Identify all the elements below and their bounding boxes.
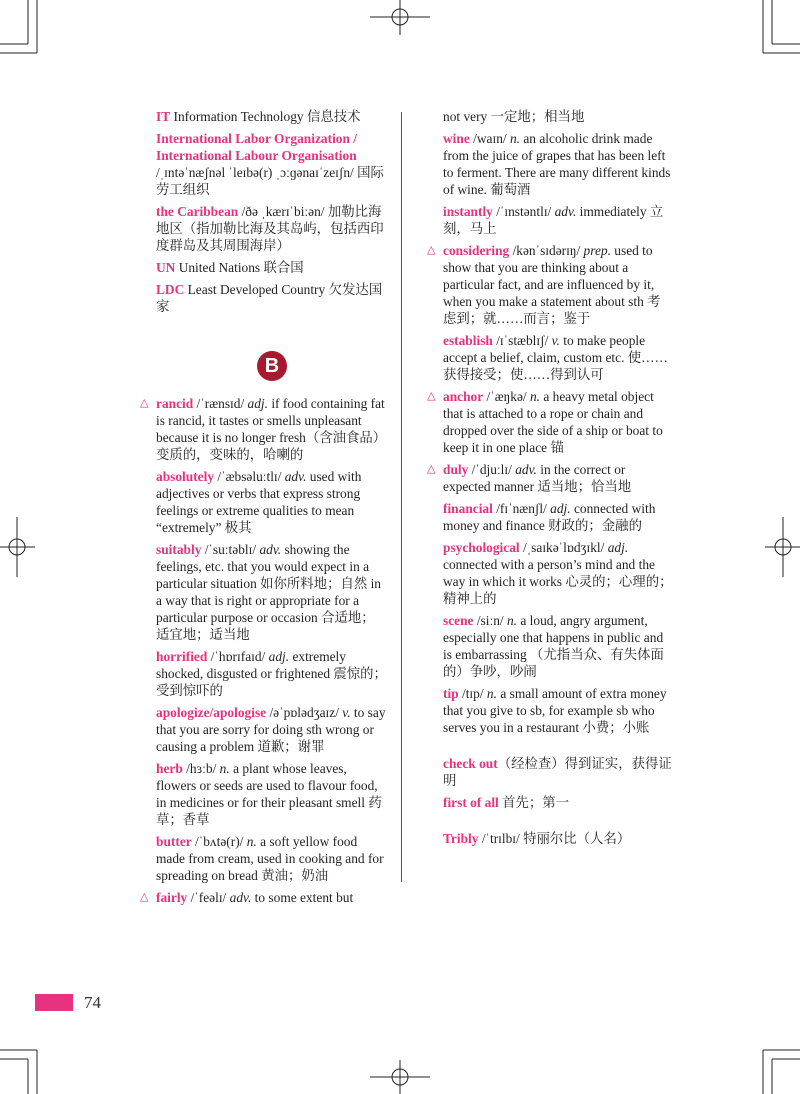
pronunciation: /hɜːb/ — [182, 761, 220, 776]
right-column — [427, 108, 673, 852]
dictionary-entry — [443, 332, 673, 383]
pronunciation: /ˈæŋkə/ — [483, 389, 530, 404]
dictionary-entry — [443, 130, 673, 198]
headword: suitably — [156, 542, 202, 557]
headword: fairly — [156, 890, 188, 905]
dictionary-entry — [443, 203, 673, 237]
phrase-first-of-all — [443, 794, 673, 811]
definition: if food containing fat is rancid, it tastes or smells unpleasant because it is no longer fresh（含油食品）变质的，变味的，哈喇的 — [156, 396, 387, 462]
pronunciation: /ˈbʌtə(r)/ — [191, 834, 247, 849]
part-of-speech: n. — [246, 834, 257, 849]
pronunciation: /fɪˈnænʃl/ — [492, 501, 551, 516]
pronunciation: /kənˈsɪdərɪŋ/ — [509, 243, 584, 258]
headword: anchor — [443, 389, 484, 404]
pronunciation: /ˈfeəlɪ/ — [187, 890, 230, 905]
dictionary-entry — [156, 833, 388, 884]
headword: LDC — [156, 282, 185, 297]
dictionary-entry — [443, 500, 673, 534]
definition: to make people accept a belief, claim, custom etc. 使……获得接受；使……得到认可 — [443, 333, 668, 382]
part-of-speech: v. — [551, 333, 560, 348]
section-letter-badge: B — [257, 351, 287, 381]
name-entry — [443, 830, 673, 847]
dictionary-entry — [156, 704, 388, 755]
part-of-speech: adj. — [247, 396, 268, 411]
headword: duly — [443, 462, 469, 477]
part-of-speech: v. — [342, 705, 351, 720]
pronunciation: /ɪˈstæblɪʃ/ — [492, 333, 552, 348]
definition: 首先；第一 — [498, 795, 570, 810]
part-of-speech: adj. — [268, 649, 290, 664]
dictionary-entry — [156, 468, 388, 536]
word-list-right — [427, 130, 673, 736]
part-of-speech: adv. — [229, 890, 252, 905]
pronunciation: /ˈrænsɪd/ — [193, 396, 248, 411]
pronunciation: /ˈæbsəluːtlɪ/ — [214, 469, 285, 484]
pronunciation: /siːn/ — [473, 613, 507, 628]
headword: establish — [443, 333, 493, 348]
new-word-triangle-icon: △ — [140, 397, 149, 409]
definition: an alcoholic drink made from the juice of grapes that has been left to ferment. There are many different kinds of wine. 葡萄酒 — [443, 131, 671, 197]
pronunciation: /ˈɪnstəntlɪ/ — [492, 204, 555, 219]
definition: used to show that you are thinking about a particular fact, and are influenced by it, when you make a statement about sth 考虑到；就……而言；鉴于 — [443, 243, 661, 326]
definition: a loud, angry argument, especially one that happens in public and is embarrassing （尤指当众、有失体面的）争吵，吵闹 — [443, 613, 664, 679]
headword: absolutely — [156, 469, 215, 484]
pronunciation: /ˌsaɪkəˈlɒdʒɪkl/ — [519, 540, 608, 555]
definition: connected with money and finance 财政的；金融的 — [443, 501, 656, 533]
new-word-triangle-icon: △ — [427, 244, 436, 256]
headword: apologize/apologise — [156, 705, 267, 720]
headword: financial — [443, 501, 493, 516]
dictionary-entry — [443, 539, 673, 607]
dictionary-entry — [427, 461, 673, 495]
definition: Least Developed Country 欠发达国家 — [156, 282, 383, 314]
new-word-triangle-icon: △ — [427, 390, 436, 402]
part-of-speech: adj. — [550, 501, 571, 516]
word-list-b — [140, 395, 388, 906]
dictionary-entry — [156, 541, 388, 643]
spacer — [443, 741, 673, 755]
dictionary-entry — [140, 395, 388, 463]
definition: connected with a person’s mind and the way in which it works 心灵的；心理的；精神上的 — [443, 557, 673, 606]
headword: herb — [156, 761, 183, 776]
part-of-speech: n. — [529, 389, 541, 404]
headword: IT — [156, 109, 171, 124]
part-of-speech: adv. — [284, 469, 307, 484]
definition: in the correct or expected manner 适当地；恰当地 — [443, 462, 632, 494]
pronunciation: /əˈpɒlədʒaɪz/ — [266, 705, 343, 720]
column-divider — [401, 112, 402, 882]
part-of-speech: n. — [506, 613, 518, 628]
dictionary-entry — [140, 889, 388, 906]
definition: （经检查）得到证实，获得证明 — [443, 756, 672, 788]
headword: horrified — [156, 649, 208, 664]
part-of-speech: n. — [219, 761, 230, 776]
definition: United Nations 联合国 — [175, 260, 304, 275]
definition: Information Technology 信息技术 — [170, 109, 361, 124]
definition: showing the feelings, etc. that you would expect in a particular situation 如你所料地；自然 in a way that is right or appropriate for a particular purpose or occasion 合适地；适宜地；适当地 — [156, 542, 382, 642]
dictionary-entry — [156, 760, 388, 828]
definition: a plant whose leaves, flowers or seeds are used to flavour food, in medicines or for their pleasant smell 药草；香草 — [156, 761, 382, 827]
new-word-triangle-icon: △ — [427, 463, 436, 475]
dictionary-entry — [156, 648, 388, 699]
entry-ldc — [156, 281, 388, 315]
definition: /ˈtrɪlbɪ/ 特丽尔比（人名） — [478, 831, 631, 846]
definition: a soft yellow food made from cream, used in cooking and for spreading on bread 黄油；奶油 — [156, 834, 384, 883]
page-number-bar — [35, 994, 73, 1011]
headword: scene — [443, 613, 474, 628]
dictionary-entry — [427, 242, 673, 327]
entry-caribbean — [156, 203, 388, 254]
pronunciation: /tɪp/ — [458, 686, 487, 701]
definition: to say that you are sorry for doing sth wrong or causing a problem 道歉；谢罪 — [156, 705, 386, 754]
new-word-triangle-icon: △ — [140, 891, 149, 903]
definition: extremely shocked, disgusted or frightened 震惊的；受到惊吓的 — [156, 649, 387, 698]
headword: rancid — [156, 396, 194, 411]
headword: the Caribbean — [156, 204, 239, 219]
headword: psychological — [443, 540, 520, 555]
definition: to some extent but — [251, 890, 354, 905]
definition: /ðə ˌkærɪˈbiːən/ 加勒比海地区（指加勒比海及其岛屿，包括西印度群岛及其周围海岸） — [156, 204, 384, 253]
phrase-check-out — [443, 755, 673, 789]
definition: used with adjectives or verbs that express strong feelings or extreme qualities to mean “extremely” 极其 — [156, 469, 362, 535]
definition: /ˌɪntəˈnæʃnəl ˈleɪbə(r) ˌɔːɡənaɪˈzeɪʃn/ 国际劳工组织 — [156, 165, 384, 197]
spacer — [443, 816, 673, 830]
headword: wine — [443, 131, 470, 146]
pronunciation: /ˈhɒrɪfaɪd/ — [207, 649, 269, 664]
part-of-speech: n. — [509, 131, 521, 146]
headword: first of all — [443, 795, 499, 810]
part-of-speech: prep. — [583, 243, 611, 258]
headword: tip — [443, 686, 459, 701]
headword: instantly — [443, 204, 493, 219]
entry-un — [156, 259, 388, 276]
definition: a heavy metal object that is attached to a rope or chain and dropped over the side of a ship or boat to keep it in one place 锚 — [443, 389, 663, 455]
part-of-speech: adv. — [554, 204, 577, 219]
headword: UN — [156, 260, 176, 275]
headword: check out — [443, 756, 498, 771]
dictionary-entry — [443, 685, 673, 736]
part-of-speech: adv. — [515, 462, 537, 477]
definition: a small amount of extra money that you give to sb, for example sb who serves you in a restaurant 小费；小账 — [443, 686, 667, 735]
pronunciation: /ˈdjuːlɪ/ — [468, 462, 516, 477]
part-of-speech: adv. — [259, 542, 282, 557]
left-column — [140, 108, 388, 911]
pronunciation: /waɪn/ — [469, 131, 510, 146]
definition: immediately 立刻，马上 — [443, 204, 664, 236]
headword: considering — [443, 243, 510, 258]
part-of-speech: adj. — [607, 540, 629, 555]
entry-ilo — [156, 130, 388, 198]
dictionary-entry — [443, 612, 673, 680]
entry-it — [156, 108, 388, 125]
dictionary-entry — [427, 388, 673, 456]
continuation-text: not very 一定地；相当地 — [443, 109, 585, 124]
headword: butter — [156, 834, 192, 849]
page-number: 74 — [84, 993, 101, 1012]
headword: Tribly — [443, 831, 479, 846]
pronunciation: /ˈsuːtəblɪ/ — [201, 542, 260, 557]
headword: International Labor Organization / International Labour Organisation — [156, 131, 357, 163]
part-of-speech: n. — [486, 686, 497, 701]
section-header — [156, 351, 388, 381]
